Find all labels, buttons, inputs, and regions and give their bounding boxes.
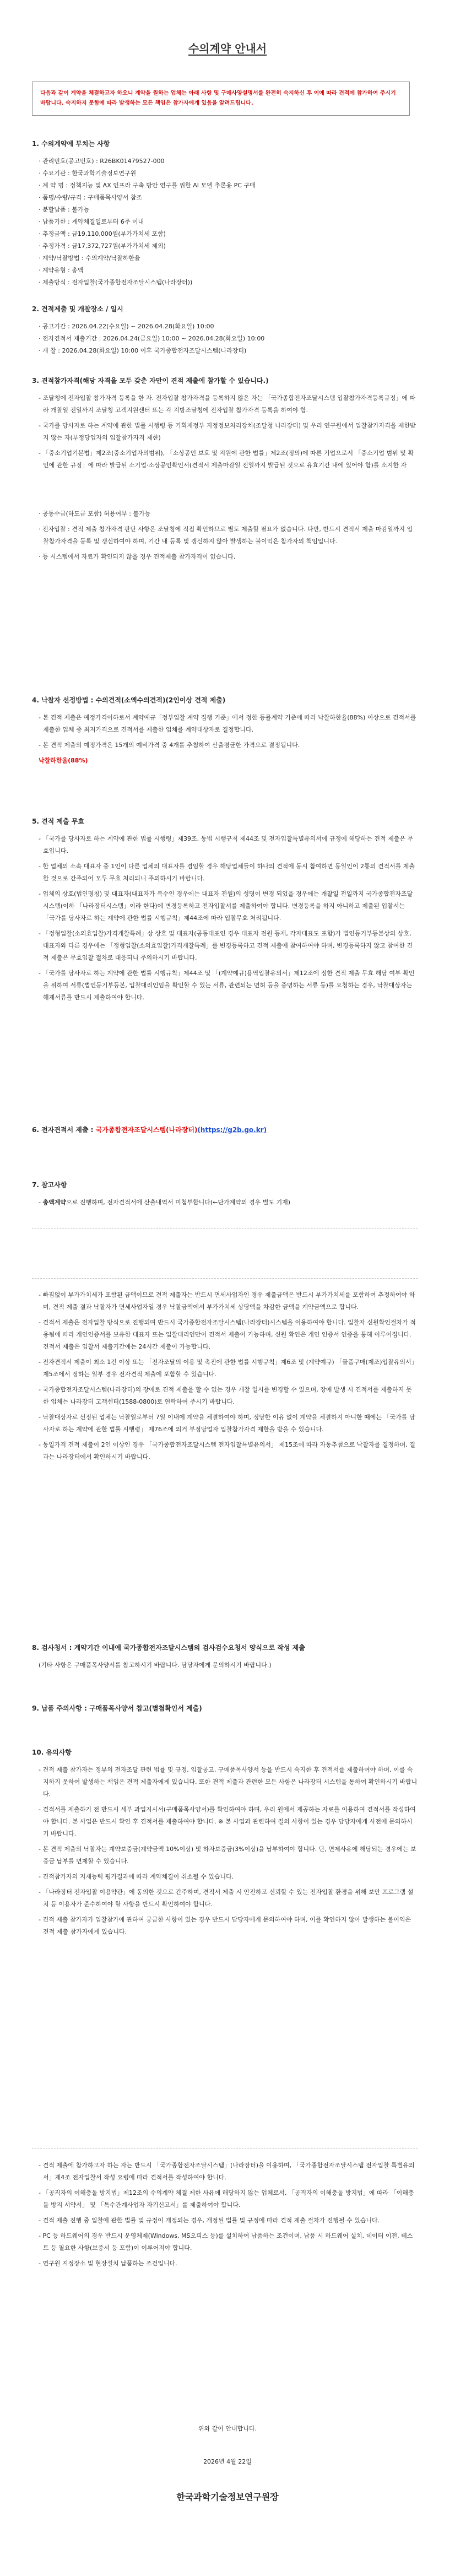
section-10-heading: 10. 유의사항 [32, 1749, 72, 1756]
section-3-heading: 3. 견적참가자격(해당 자격을 모두 갖춘 자만이 견적 제출에 참가할 수 있습니다.) [32, 377, 269, 385]
s4-para: - 본 견적 제출은 예정가격이하로서 계약예규「정부입찰 계약 집행 기준」에서 정한 등률계약 기준에 따라 낙찰하한율(88%) 이상으로 견적서를 제출한 업체 중 최저가격으로 견적서를 제출한 업체를 계약대상자로 결정합니다. [39, 714, 416, 733]
section-6 [32, 1124, 418, 1141]
section-2-heading: 2. 견적제출 및 개찰장소 / 일시 [32, 305, 123, 313]
s1-line: · 품명/수량/규격 : 구매품목사양서 참조 [39, 194, 142, 201]
s5-para: - 「국가를 당사자로 하는 계약에 관한 법률 시행규칙」제44조 및 「(계약예규)용역입찰유의서」제12조에 정한 견적 제출 무효 해당 여부 확인을 위하여 서류(법인등기부등본, 입찰대리인임을 확인할 수 있는 서류, 관련되는 면허 등을 증명하는 서류 등)를 요청하는 경우, 낙찰대상자는 해제서류를 반드시 제출하여야 합니다. [39, 970, 415, 1001]
g2b-link[interactable]: (https://g2b.go.kr) [197, 1126, 267, 1134]
s8-sub: (기타 사항은 구매품목사양서를 참고하시기 바랍니다. 담당자에게 문의하시기 바랍니다.) [39, 1662, 272, 1669]
document-date: 2026년 4월 22일 [203, 2458, 252, 2465]
s7b-para: - 견적서 제출은 전자입찰 방식으로 진행되며 반드시 국가종합전자조달시스템(나라장터)시스템을 이용하여야 합니다. 입찰자 신원확인절차가 적용됨에 따라 개인인증서를 보유한 대표자 또는 입찰대리인만이 견적서 제출이 가능하며, 신원 확인은 개인 인증서 인증을 통해 이루어집니다. 견적서 제출은 입찰서 제출기간에는 24시간 제출이 가능합니다. [39, 1319, 416, 1350]
s1-line: · 추정가격 : 금17,372,727원(부가가치세 제외) [39, 242, 166, 250]
lump-sum-label: 총액계약 [42, 1199, 66, 1206]
section-2 [32, 303, 418, 357]
s3-sub: · 전자입찰 : 견적 제출 참가자격 판단 사항은 조달청에 직접 확인하므로 별도 제출할 필요가 없습니다. 다만, 반드시 견적서 제출 마감일까지 입찰참가자격을 등록 및 갱신하여야 하며, 기간 내 등록 및 갱신하지 않아 발생하는 불이익은 참가자의 책임입니다. [39, 526, 413, 545]
s3-para: - 조달청에 전자입찰 참가자격 등록을 한 자. 전자입찰 참가자격을 등록하지 않은 자는 「국가종합전자조달시스템 입찰참가자격등록규정」에 따라 개찰일 전일까지 조달청 고객지원센터 또는 각 지방조달청에 전자입찰 참가자격 등록을 하여야 함. [39, 394, 416, 414]
section-1 [32, 138, 418, 289]
s10-para: - 「나라장터 전자입찰 이용약관」에 동의한 것으로 간주하며, 견적서 제출 시 안전하고 신뢰할 수 있는 전자입찰 환경을 위해 보안 프로그램 설치 등 이용자가 준수하여야 할 사항을 반드시 확인하여야 합니다. [39, 1888, 414, 1908]
closing-text: 위와 같이 안내합니다. [198, 2425, 257, 2432]
s10-para: - 견적서를 제출하기 전 반드시 세부 과업지시서(구매품목사양서)를 확인하여야 하며, 우리 원에서 제공하는 자료를 이용하여 견적서를 작성하여야 합니다. 본 사업은 반드시 확인 후 견적서를 제출하여야 합니다. ※ 본 사업과 관련하여 질의 사항이 있는 경우 담당자에게 사전에 문의하시기 바랍니다. [39, 1806, 416, 1837]
s10-para: - 견적참가자의 지재능력 평가결과에 따라 계약체결이 취소될 수 있습니다. [39, 1873, 234, 1880]
section-3 [32, 375, 418, 566]
section-11 [32, 2160, 418, 2273]
s5-para: - 「국가를 당사자로 하는 계약에 관한 법률 시행령」제39조, 동법 시행규칙 제44조 및 전자입찰특별유의서에 규정에 해당하는 견적 제출은 무효입니다. [39, 835, 414, 854]
section-8 [32, 1642, 418, 1671]
s1-line: · 계약/낙찰방법 : 수의계약/낙찰하한율 [39, 255, 140, 262]
section-9 [32, 1702, 418, 1720]
issuer-name: 한국과학기술정보연구원장 [176, 2492, 279, 2502]
s5-para: - 「정형입찰(소의효입찰)가격개찰특례」상 상호 및 대표자(공동대표인 경우 대표자 전원 등재, 각자대표도 포함)가 법인등기부등본상의 상호, 대표자와 다른 경우에는 「정형입찰(소의효입찰)가격개찰특례」를 변경등록하고 견적 제출에 참여하여야 하며, 변경등록하지 않고 참여한 견적 제출은 무효입찰 절차로 대응되니 주의하시기 바랍니다. [39, 930, 413, 961]
section-7-notes [32, 1289, 418, 1466]
s1-line: · 수요기관 : 한국과학기술정보연구원 [39, 170, 137, 177]
g2b-system-name: 국가종합전자조달시스템(나라장터) [95, 1126, 198, 1134]
s10-para: - 견적 제출 참가자는 정부의 전자조달 관련 법률 및 규정, 입찰공고, 구매품목사양서 등을 반드시 숙지한 후 견적서를 제출하여야 하며, 이를 숙지하지 못하여 발생하는 책임은 견적 제출자에게 있습니다. 또한 견적 제출과 관련한 모든 사항은 나라장터 시스템을 통하여 확인하시기 바랍니다. [39, 1766, 418, 1798]
s5-para: - 한 업체의 소속 대표자 중 1인이 다른 업체의 대표자를 겸임할 경우 해당업체들이 하나의 견적에 동시 참여하면 동일인이 2통의 견적서를 제출한 것으로 간주되어 모두 무효 처리되니 주의하시기 바랍니다. [39, 863, 415, 882]
section-5-heading: 5. 견적 제출 무효 [32, 818, 84, 825]
section-9-heading: 9. 납품 주의사항 : 구매품목사양서 참고(별첨확인서 제출) [32, 1704, 202, 1712]
s10-para: - 견적 제출 참가자가 입찰참가에 관하여 궁금한 사항이 있는 경우 반드시 담당자에게 문의하여야 하며, 이를 확인하지 않아 발생하는 불이익은 견적 제출 참가자에게 있습니다. [39, 1916, 411, 1935]
s1-line: · 분할납품 : 불가능 [39, 206, 90, 213]
s1-line: · 납품기한 : 계약체결일로부터 6주 이내 [39, 218, 144, 225]
s7b-para: - 전자견적서 제출이 최소 1건 이상 또는 「전자조달의 이용 및 촉진에 관한 법률 시행규칙」제6조 및 (계약예규) 「물품구매(제조)입찰유의서」제5조에서 정하는 일부 경우 전자견적 제출에 포함할 수 있습니다. [39, 1359, 418, 1378]
document-title: 수의계약 안내서 [188, 42, 267, 55]
section-8-heading: 8. 검사청서 : 계약기간 이내에 국가종합전자조달시스템의 검사검수요청서 양식으로 작성 제출 [32, 1644, 305, 1652]
section-5 [32, 815, 418, 1007]
section-7-heading: 7. 참고사항 [32, 1181, 67, 1189]
s7b-para: - 동일가격 견적 제출이 2인 이상인 경우 「국가종합전자조달시스템 전자입찰특별유의서」 제15조에 따라 자동추첨으로 낙찰자를 결정하며, 결과는 나라장터에서 확인하시기 바랍니다. [39, 1441, 415, 1460]
section-4-heading: 4. 낙찰자 선정방법 : 수의견적(소액수의견적)(2인이상 견적 제출) [32, 696, 226, 704]
s5-para: - 업체의 상호(법인명칭) 및 대표자(대표자가 복수인 경우에는 대표자 전원)의 성명이 변경 되었을 경우에는 개찰일 전일까지 국가종합전자조달시스템(이하 「나라장터시스템」이라 한다)에 변경등록하고 전자입찰서를 제출하여야 합니다. 변경등록을 하지 아니하고 제출된 입찰서는 「국가를 당사자로 하는 계약에 관한 법률 시행규칙」제44조에 따라 입찰무효 처리됩니다. [39, 890, 413, 922]
s3-sub: · 등 시스템에서 자료가 확인되지 않을 경우 견적제출 참가자격이 없습니다. [39, 553, 236, 560]
section-4 [32, 694, 418, 767]
s10-para: - 본 견적 제출의 낙찰자는 계약보증금(계약금액 10%이상) 및 하자보증금(3%이상)을 납부하여야 합니다. 단, 면제사유에 해당되는 경우에는 보증금 납부를 면제할 수 있습니다. [39, 1846, 416, 1865]
section-10 [32, 1746, 418, 1941]
s7b-para: - 빠짐없이 부가가치세가 포함된 금액이므로 견적 제출자는 반드시 면세사업자인 경우 제출금액은 반드시 부가가치세를 포함하여 추정하여야 하며, 견적 제출 결과 낙찰자가 면세사업자일 경우 낙찰금액에서 부가가치세 상당액을 차감한 금액을 계약금액으로 합니다. [39, 1291, 415, 1311]
s2-line: · 개 찰 : 2026.04.28(화요일) 10:00 이후 국가종합전자조달시스템(나라장터) [39, 347, 247, 354]
divider [32, 1278, 418, 1279]
s7b-para: - 국가종합전자조달시스템(나라장터)의 장애로 견적 제출을 할 수 없는 경우 개찰 일시를 변경할 수 있으며, 장애 발생 시 견적서를 제출하지 못한 업체는 나라장터 고객센터(1588-0800)로 연락하여 주시기 바랍니다. [39, 1386, 412, 1405]
s11-para: - 견적 제출에 참가하고자 하는 자는 반드시 「국가종합전자조달시스템」(나라장터)을 이용하며, 「국가종합전자조달시스템 전자입찰 특별유의서」제4조 전자입찰서 작성 요령에 따라 견적서를 작성하여야 합니다. [39, 2162, 415, 2181]
s11-para: - PC 등 하드웨어의 경우 반드시 운영체제(Windows, MS오피스 등)를 설치하여 납품하는 조건이며, 납품 시 하드웨어 설치, 데이터 이전, 테스트 등 필요한 사항(보증서 등 포함)이 이루어져야 합니다. [39, 2232, 413, 2252]
s2-line: · 전자견적서 제출기간 : 2026.04.24(금요일) 10:00 ~ 2026.04.28(화요일) 10:00 [39, 335, 265, 342]
s1-line: · 계 약 명 : 정책지능 및 AX 인프라 구축 방안 연구를 위한 AI 모델 추론용 PC 구매 [39, 182, 256, 189]
s1-line: · 관리번호(공고번호) : R26BK01479527-000 [39, 158, 165, 165]
s1-line: · 제출방식 : 전자입찰(국가종합전자조달시스템(나라장터)) [39, 279, 193, 286]
s1-line: · 계약유형 : 총액 [39, 267, 84, 274]
s11-para: - 견적 제출 진행 중 입찰에 관한 법률 및 규정이 개정되는 경우, 개정된 법률 및 규정에 따라 견적 제출 절차가 진행될 수 있습니다. [39, 2217, 380, 2224]
notice-box: 다음과 같이 계약을 체결하고자 하오니 계약을 원하는 업체는 아래 사항 및 구매사양설명서를 완전히 숙지하신 후 이에 따라 견적에 참가하여 주시기 바랍니다. 숙지하지 못함에 따라 발생하는 모든 책임은 참가자에게 있음을 알려드립니다. [32, 82, 410, 116]
s3-para: - 국가를 당사자로 하는 계약에 관한 법률 시행령 등 기획재정부 지정정보처리장치(조달청 나라장터) 및 우리 연구원에서 입찰참가자격을 제한받지 않는 자(부정당업자의 입찰참가자격 제한) [39, 422, 416, 441]
section-6-heading: 6. 전자견적서 제출 : 국가종합전자조달시스템(나라장터)(https://g2b.go.kr) [32, 1126, 267, 1134]
section-7 [32, 1179, 418, 1209]
s1-line: · 추정금액 : 금19,110,000원(부가가치세 포함) [39, 230, 166, 237]
s3-sub: · 공동수급(하도급 포함) 허용여부 : 불가능 [39, 510, 151, 517]
s2-line: · 공고기간 : 2026.04.22(수요일) ~ 2026.04.28(화요일) 10:00 [39, 323, 214, 330]
s11-para: - 「공직자의 이해충돌 방지법」제12조의 수의계약 체결 제한 사유에 해당하지 않는 업체로서, 「공직자의 이해충돌 방지법」에 따라 「이해충돌 방지 서약서」 및 「특수관계사업자 자기신고서」를 제출하여야 합니다. [39, 2189, 414, 2209]
s11-para: - 연구원 지정장소 및 현장설치 납품하는 조건입니다. [39, 2260, 177, 2267]
s7b-para: - 낙찰대상자로 선정된 업체는 낙찰일로부터 7일 이내에 계약을 체결하여야 하며, 정당한 이유 없이 계약을 체결하지 아니한 때에는 「국가를 당사자로 하는 계약에 관한 법률 시행령」 제76조에 의거 부정당업자 입찰참가자격 제한을 받을 수 있습니다. [39, 1414, 415, 1433]
cutoff-rate-highlight: 낙찰하한율(88%) [39, 757, 88, 764]
s7-line: - 총액계약으로 진행하며, 전자견적서에 산출내역서 미첨부합니다(←단가계약의 경우 별도 기재) [39, 1199, 291, 1206]
section-1-heading: 1. 수의계약에 부치는 사항 [32, 140, 110, 148]
s4-para: - 본 견적 제출의 예정가격은 15개의 예비가격 중 4개를 추첨하여 산출평균한 가격으로 결정됩니다. [39, 742, 300, 749]
s3-para: - 「중소기업기본법」제2조(중소기업자의범위), 「소상공인 보호 및 지원에 관한 법률」제2조(정의)에 따른 기업으로서 「중소기업 범위 및 확인에 관한 규정」에 따라 발급된 소기업·소상공인확인서(견적서 제출마감일 전일까지 발급된 것으로 유효기간 내에 있어야 함)를 소지한 자 [39, 450, 414, 469]
